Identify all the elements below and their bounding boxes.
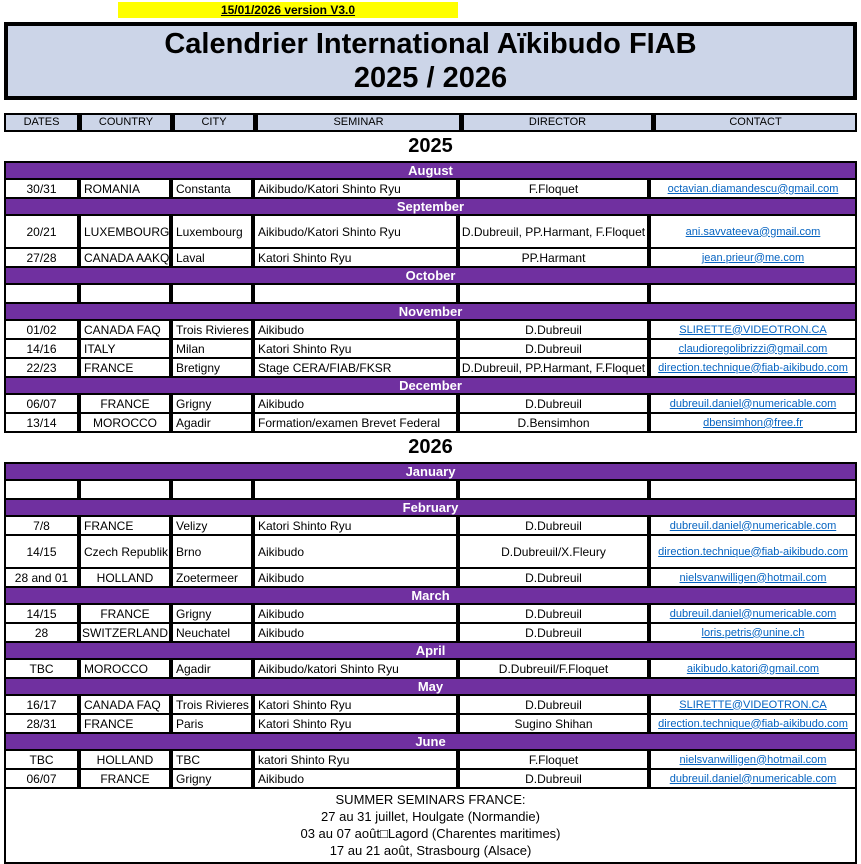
table-row [6,481,855,498]
cell-dates: TBC [6,660,77,677]
cell-contact [651,321,855,338]
cell-country: MOROCCO [81,414,169,431]
cell-city [173,481,251,498]
contact-email-link[interactable]: octavian.diamandescu@gmail.com [667,182,839,195]
month-band: December [6,378,855,393]
table-row [6,696,855,713]
cell-city: Paris [173,715,251,732]
cell-dates: 28 and 01 [6,569,77,586]
table-row [6,216,855,247]
cell-contact [651,770,855,787]
contact-email-link[interactable]: dubreuil.daniel@numericable.com [669,397,837,410]
cell-contact [651,216,855,247]
summer-seminars-box [6,789,855,862]
contact-email-link[interactable]: dubreuil.daniel@numericable.com [669,772,837,785]
summer-seminar-line: SUMMER SEMINARS FRANCE: [335,792,526,807]
calendar-table [4,161,857,433]
cell-contact [651,605,855,622]
cell-seminar: Aikibudo/katori Shinto Ryu [255,660,456,677]
contact-email-link[interactable]: nielsvanwilligen@hotmail.com [679,571,827,584]
cell-dates: TBC [6,751,77,768]
contact-email-link[interactable]: loris.petris@unine.ch [701,626,805,639]
cell-city: Agadir [173,414,251,431]
month-band: November [6,304,855,319]
summer-seminar-line: 27 au 31 juillet, Houlgate (Normandie) [321,809,540,824]
cell-contact [651,517,855,534]
page-title: Calendrier International Aïkibudo FIAB [164,28,697,60]
cell-director: D.Dubreuil [460,569,647,586]
page-subtitle: 2025 / 2026 [353,62,508,94]
cell-dates [6,481,77,498]
summer-seminar-line: 03 au 07 août□Lagord (Charentes maritimes) [300,826,561,841]
month-band: April [6,643,855,658]
cell-country: FRANCE [81,359,169,376]
table-row [6,624,855,641]
table-row [6,569,855,586]
cell-city: Grigny [173,770,251,787]
contact-email-link[interactable]: direction.technique@fiab-aikibudo.com [658,545,848,558]
title-box [4,22,857,100]
cell-city: Brno [173,536,251,567]
cell-dates: 14/16 [6,340,77,357]
cell-country: FRANCE [81,517,169,534]
column-header-dates: DATES [6,115,77,130]
cell-director: D.Dubreuil [460,605,647,622]
contact-email-link[interactable]: dbensimhon@free.fr [703,416,803,429]
cell-dates: 28 [6,624,77,641]
cell-dates: 22/23 [6,359,77,376]
calendar-content [4,113,857,864]
version-banner: 15/01/2026 version V3.0 [118,2,458,18]
table-row [6,517,855,534]
cell-director: D.Dubreuil [460,624,647,641]
cell-seminar: Katori Shinto Ryu [255,249,456,266]
cell-country: SWITZERLAND [81,625,168,640]
cell-country: MOROCCO [81,660,169,677]
table-row [6,285,855,302]
cell-dates: 30/31 [6,180,77,197]
contact-email-link[interactable]: claudioregolibrizzi@gmail.com [678,342,828,355]
cell-city: Laval [173,249,251,266]
cell-director: D.Dubreuil [460,696,647,713]
contact-email-link[interactable]: SLIRETTE@VIDEOTRON.CA [679,698,827,711]
cell-contact [651,624,855,641]
cell-dates: 06/07 [6,770,77,787]
contact-email-link[interactable]: nielsvanwilligen@hotmail.com [679,753,827,766]
cell-seminar: Aikibudo [255,569,456,586]
cell-country: CANADA FAQ [81,696,169,713]
cell-city: Grigny [173,605,251,622]
cell-dates: 27/28 [6,249,77,266]
cell-seminar: Katori Shinto Ryu [255,340,456,357]
cell-dates: 28/31 [6,715,77,732]
month-band: January [6,464,855,479]
cell-director: Sugino Shihan [460,715,647,732]
cell-director: F.Floquet [460,180,647,197]
cell-dates: 20/21 [6,216,77,247]
table-row [6,321,855,338]
cell-country: HOLLAND [81,569,169,586]
year-heading: 2026 [408,436,453,458]
table-row [6,340,855,357]
cell-seminar: Formation/examen Brevet Federal [255,414,456,431]
cell-country: LUXEMBOURG [81,216,169,247]
contact-email-link[interactable]: direction.technique@fiab-aikibudo.com [658,361,848,374]
contact-email-link[interactable]: direction.technique@fiab-aikibudo.com [658,717,848,730]
table-row [6,359,855,376]
cell-city: Zoetermeer [173,569,251,586]
column-header-seminar: SEMINAR [258,115,459,130]
table-row [6,180,855,197]
cell-seminar: Aikibudo [255,770,456,787]
cell-city: Trois Rivieres [173,696,251,713]
cell-seminar [255,285,456,302]
cell-country: FRANCE [81,715,169,732]
year-heading: 2025 [408,135,453,157]
cell-dates: 14/15 [6,536,77,567]
cell-dates [6,285,77,302]
calendar-tables [4,133,857,864]
contact-email-link[interactable]: SLIRETTE@VIDEOTRON.CA [679,323,827,336]
column-header-city: CITY [175,115,253,130]
month-band: March [6,588,855,603]
cell-director: D.Dubreuil [460,517,647,534]
cell-contact [651,696,855,713]
cell-contact [651,395,855,412]
cell-dates: 7/8 [6,517,77,534]
cell-seminar [255,481,456,498]
column-header-row [4,113,857,132]
cell-director: D.Dubreuil [460,340,647,357]
column-header-director: DIRECTOR [464,115,651,130]
cell-contact [651,536,855,567]
month-band: February [6,500,855,515]
cell-seminar: Aikibudo [255,536,456,567]
cell-director [460,481,647,498]
cell-director [460,285,647,302]
cell-contact [651,481,855,498]
cell-city [173,285,251,302]
table-row [6,715,855,732]
cell-country: ITALY [81,340,169,357]
table-row [6,536,855,567]
cell-city: TBC [173,751,251,768]
cell-dates: 14/15 [6,605,77,622]
cell-director: D.Dubreuil [460,395,647,412]
column-header-country: COUNTRY [82,115,170,130]
cell-director: D.Dubreuil [460,321,647,338]
cell-seminar: Katori Shinto Ryu [255,715,456,732]
cell-contact [651,249,855,266]
cell-dates: 13/14 [6,414,77,431]
cell-city: Trois Rivieres [173,321,251,338]
cell-seminar: Aikibudo [255,624,456,641]
table-row [6,395,855,412]
cell-city: Agadir [173,660,251,677]
cell-seminar: Katori Shinto Ryu [255,696,456,713]
cell-country: Czech Republik [81,536,169,567]
month-band: May [6,679,855,694]
month-band: October [6,268,855,283]
contact-email-link[interactable]: jean.prieur@me.com [701,251,805,264]
summer-seminar-line: 17 au 21 août, Strasbourg (Alsace) [329,843,532,858]
table-row [6,605,855,622]
cell-seminar: Aikibudo/Katori Shinto Ryu [255,216,456,247]
cell-director: D.Bensimhon [460,414,647,431]
cell-director: D.Dubreuil [460,770,647,787]
cell-city: Velizy [173,517,251,534]
cell-contact [651,569,855,586]
cell-contact [651,660,855,677]
calendar-table [4,462,857,864]
contact-email-link[interactable]: dubreuil.daniel@numericable.com [669,519,837,532]
cell-city: Bretigny [173,359,251,376]
cell-city: Milan [173,340,251,357]
cell-contact [651,414,855,431]
cell-country: FRANCE [81,605,169,622]
cell-seminar: Stage CERA/FIAB/FKSR [255,359,456,376]
cell-dates: 06/07 [6,395,77,412]
contact-email-link[interactable]: dubreuil.daniel@numericable.com [669,607,837,620]
cell-director: D.Dubreuil, PP.Harmant, F.Floquet [460,216,647,247]
month-band: August [6,163,855,178]
column-header-contact: CONTACT [656,115,855,130]
cell-director: F.Floquet [460,751,647,768]
cell-city: Neuchatel [173,624,251,641]
table-row [6,751,855,768]
cell-country: FRANCE [81,395,169,412]
cell-country: FRANCE [81,770,169,787]
cell-seminar: katori Shinto Ryu [255,751,456,768]
table-row [6,414,855,431]
cell-contact [651,285,855,302]
cell-contact [651,715,855,732]
month-band: September [6,199,855,214]
cell-director: D.Dubreuil, PP.Harmant, F.Floquet [461,360,646,375]
cell-seminar: Aikibudo [255,605,456,622]
cell-country: CANADA FAQ [81,321,169,338]
contact-email-link[interactable]: ani.savvateeva@gmail.com [685,225,821,238]
cell-contact [651,180,855,197]
cell-seminar: Aikibudo [255,321,456,338]
cell-contact [651,340,855,357]
cell-dates: 16/17 [6,696,77,713]
cell-dates: 01/02 [6,321,77,338]
cell-city: Constanta [173,180,251,197]
cell-country: HOLLAND [81,751,169,768]
cell-contact [651,359,855,376]
table-row [6,660,855,677]
cell-seminar: Aikibudo [255,395,456,412]
cell-country [81,285,169,302]
cell-country: ROMANIA [81,180,169,197]
cell-director: D.Dubreuil/X.Fleury [460,536,647,567]
table-row [6,770,855,787]
cell-city: Luxembourg [173,216,251,247]
month-band: June [6,734,855,749]
cell-seminar: Aikibudo/Katori Shinto Ryu [255,180,456,197]
contact-email-link[interactable]: aikibudo.katori@gmail.com [686,662,820,675]
cell-country [81,481,169,498]
cell-seminar: Katori Shinto Ryu [255,517,456,534]
cell-city: Grigny [173,395,251,412]
cell-director: PP.Harmant [460,249,647,266]
cell-contact [651,751,855,768]
cell-director: D.Dubreuil/F.Floquet [460,660,647,677]
table-row [6,249,855,266]
cell-country: CANADA AAKQ [81,249,169,266]
